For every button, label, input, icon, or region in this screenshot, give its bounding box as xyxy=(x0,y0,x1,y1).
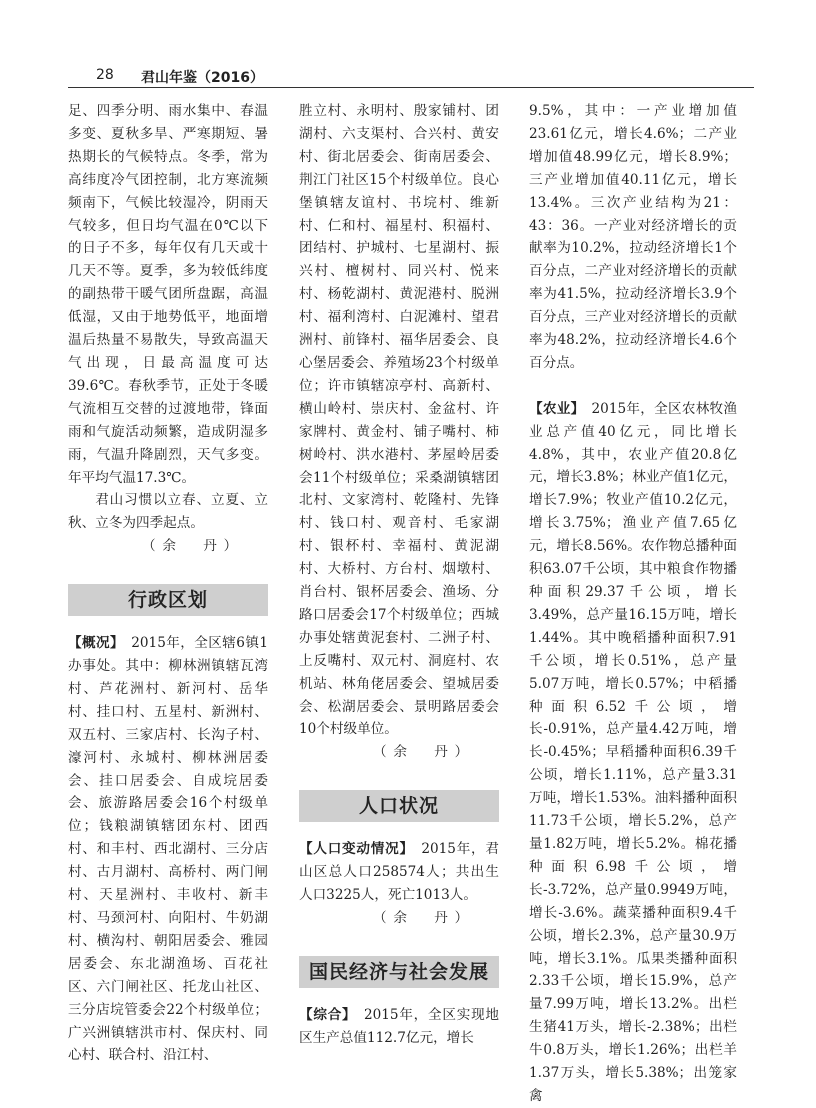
section-heading-population: 人口状况 xyxy=(299,790,499,822)
agriculture-lead: 【农业】 xyxy=(529,400,578,417)
page-number: 28 xyxy=(96,67,114,83)
agriculture-paragraph xyxy=(529,398,737,1108)
overview-text: 2015年，全区辖6镇1办事处。其中：柳林洲镇辖瓦湾村、芦花洲村、新河村、岳华村、挂口村、五星村、新洲村、双五村、三家店村、长沟子村、濠河村、永城村、柳林洲居委会、挂口居委会、自成垸居委会、旅游路居委会16个村级单位；钱粮湖镇辖团东村、团西村、和丰村、西北湖村、三分店村、古月湖村、高桥村、两门闸村、天星洲村、丰收村、新丰村、马颈河村、向阳村、牛奶湖村、横沟村、朝阳居委会、雅园居委会、东北湖渔场、百花社区、六门闸社区、托龙山社区、三分店垸管委会22个村级单位；广兴洲镇辖洪市村、保庆村、同心村、联合村、沿江村、 xyxy=(68,635,269,1064)
villages-paragraph: 胜立村、永明村、殷家铺村、团湖村、六支渠村、合兴村、黄安村、街北居委会、街南居委会、荆江门社区15个村级单位。良心堡镇辖友谊村、书垸村、维新村、仁和村、福星村、积福村、团结村、护城村、七星湖村、振兴村、檀树村、同兴村、悦来村、杨乾湖村、黄泥港村、脱洲村、福利湾村、白泥滩村、望君洲村、前锋村、福华居委会、良心堡居委会、养殖场23个村级单位；许市镇辖凉亭村、高新村、横山岭村、崇庆村、金盆村、许家牌村、黄金村、铺子嘴村、柿树岭村、洪水港村、茅屋岭居委会11个村级单位；采桑湖镇辖团北村、文家湾村、乾隆村、先锋村、钱口村、观音村、毛家湖村、银杯村、幸福村、黄泥湖村、大桥村、方台村、烟墩村、肖台村、银杯居委会、渔场、分路口居委会17个村级单位；西城办事处辖黄泥套村、二洲子村、上反嘴村、双元村、洞庭村、农机站、林角佬居委会、望城居委会、松湖居委会、景明路居委会10个村级单位。 xyxy=(299,103,499,738)
author-credit: （余 丹） xyxy=(373,744,475,761)
column-3 xyxy=(529,100,737,1108)
population-text: 2015年，君山区总人口258574人；共出生人口3225人，死亡1013人。 xyxy=(299,841,500,904)
section-heading-admin: 行政区划 xyxy=(68,584,268,616)
seasons-paragraph: 君山习惯以立春、立夏、立秋、立冬为四季起点。 xyxy=(68,492,268,532)
page-header xyxy=(68,65,754,89)
section-heading-economy: 国民经济与社会发展 xyxy=(299,956,499,988)
population-paragraph xyxy=(299,838,499,907)
book-title: 君山年鉴（2016） xyxy=(141,70,264,86)
climate-paragraph: 足、四季分明、雨水集中、春温多变、夏秋多旱、严寒期短、暑热期长的气候特点。冬季，常为高纬度冷气团控制，北方寒流频频南下，气候比较湿冷，阴雨天气较多，但日均气温在0℃以下的日子不多，每年仅有几天或十几天不等。夏季，多为较低纬度的副热带干暖气团所盘踞，高温低湿，又由于地势低平，地面增温后热量不易散失，导致高温天气出现，日最高温度可达39.6℃。春秋季节，正处于冬暖气流相互交替的过渡地带，锋面雨和气旋活动频繁，造成阴湿多雨，气温升降剧烈，天气多变。年平均气温17.3℃。 xyxy=(68,103,268,486)
economy-paragraph xyxy=(299,1004,499,1050)
population-lead: 【人口变动情况】 xyxy=(299,841,407,858)
economy-lead: 【综合】 xyxy=(299,1006,350,1023)
header-rule xyxy=(68,87,754,88)
column-2 xyxy=(299,100,499,1050)
agriculture-text: 2015年，全区农林牧渔业总产值40亿元，同比增长4.8%，其中，农业产值20.8亿元，增长3.8%；林业产值1亿元，增长7.9%；牧业产值10.2亿元，增长3.75%；渔业产值7.65亿元，增长8.56%。农作物总播种面积63.07千公顷，其中粮食作物播种面积29.37千公顷，增长3.49%，总产量16.15万吨，增长1.44%。其中晚稻播种面积7.91千公顷，增长0.51%，总产量5.07万吨，增长0.57%；中稻播种面积6.52千公顷，增长-0.91%，总产量4.42万吨，增长-0.45%；早稻播种面积6.39千公顷，增长1.11%，总产量3.31万吨，增长1.53%。油料播种面积11.73千公顷，增长5.2%，总产量1.82万吨，增长5.2%。棉花播种面积6.98千公顷，增长-3.72%，总产量0.9949万吨，增长-3.6%。蔬菜播种面积9.4千公顷，增长2.3%，总产量30.9万吨，增长3.1%。瓜果类播种面积2.33千公顷，增长15.9%，总产量7.99万吨，增长13.2%。出栏生猪41万头，增长-2.38%；出栏牛0.8万头，增长1.26%；出栏羊1.37万头，增长5.38%；出笼家禽 xyxy=(529,400,738,1104)
column-1 xyxy=(68,100,268,1067)
economy-text: 2015年，全区实现地区生产总值112.7亿元，增长 xyxy=(299,1006,500,1046)
overview-paragraph xyxy=(68,632,268,1067)
author-credit: （余 丹） xyxy=(142,538,244,555)
overview-lead: 【概况】 xyxy=(68,635,118,652)
gdp-paragraph: 9.5%，其中：一产业增加值23.61亿元，增长4.6%；二产业增加值48.99亿元，增长8.9%；三产业增加值40.11亿元，增长13.4%。三次产业结构为21：43：36。一产业对经济增长的贡献率为10.2%，拉动经济增长1个百分点，二产业对经济增长的贡献率为41.5%，拉动经济增长3.9个百分点，三产业对经济增长的贡献率为48.2%，拉动经济增长4.6个百分点。 xyxy=(529,103,737,371)
author-credit: （余 丹） xyxy=(373,910,475,926)
